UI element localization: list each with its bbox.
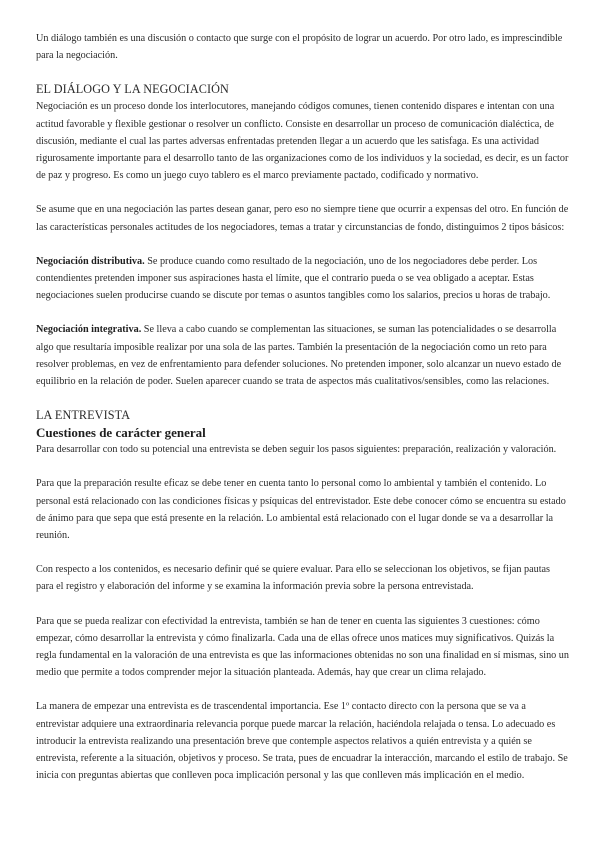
paragraph-preparacion: Para que la preparación resulte eficaz se debe tener en cuenta tanto lo personal como lo ambiental y también el contenido. Lo personal está relacionado con las condiciones físicas y psíquicas del entrevistador. Este debe conocer cómo se encuentra su estado de ánimo para que sepa que está presente en la relación. Lo ambiental está relacionado con el lugar donde se va a desarrollar la reunión. <box>36 478 566 542</box>
paragraph-negociacion-definicion: Negociación es un proceso donde los interlocutores, manejando códigos comunes, tienen contenido dispares e intentan con una actitud favorable y flexible gestionar o resolver un conflicto. Consiste en desarrollar un proceso de comunicación dialéctica, de discusión, mediante el cual las partes adversas enfrentadas pretenden llegar a un acuerdo que les satisfaga. Es una actividad rigurosamente importante para el desarrollo tanto de las organizaciones como de los individuos y la sociedad, es decir, es un factor de paz y progreso. Es como un juego cuyo tablero es el marco previamente pactado, codificado y normativo. <box>36 101 569 182</box>
term-integrativa: Negociación integrativa. <box>36 324 142 336</box>
document-page <box>36 30 570 785</box>
paragraph-pasos: Para desarrollar con todo su potencial una entrevista se deben seguir los pasos siguientes: preparación, realización y valoración. <box>36 444 557 456</box>
text-distributiva: Se produce cuando como resultado de la negociación, uno de los negociadores debe perder. Los contendientes pretenden imponer sus aspiraciones hasta el límite, que el contrario pueda o se vea obligado a aceptar. Estas negociaciones suelen producirse cuando se discute por temas o asuntos tangibles como los salarios, precios u horas de trabajo. <box>36 255 551 302</box>
paragraph-negociacion-integrativa <box>36 321 570 390</box>
subheading-cuestiones: Cuestiones de carácter general <box>36 425 206 441</box>
section-title-entrevista: LA ENTREVISTA <box>36 408 131 423</box>
intro-paragraph: Un diálogo también es una discusión o contacto que surge con el propósito de lograr un acuerdo. Por otro lado, es imprescindible para la negociación. <box>36 33 563 62</box>
section-title-dialogo: EL DIÁLOGO Y LA NEGOCIACIÓN <box>36 82 229 97</box>
paragraph-realizacion: Para que se pueda realizar con efectividad la entrevista, también se han de tener en cuenta las siguientes 3 cuestiones: cómo empezar, cómo desarrollar la entrevista y cómo finalizarla. Cada una de ellas ofrece unos matices muy significativos. Quizás la regla fundamental en la valoración de una entrevista es que las informaciones obtenidas no son una finalidad en sí mismas, sino un medio que permite a todos comprender mejor la situación planteada. Además, hay que crear un clima relajado. <box>36 615 569 679</box>
paragraph-negociacion-distributiva <box>36 253 570 305</box>
paragraph-empezar-entrevista: La manera de empezar una entrevista es de trascendental importancia. Ese 1º contacto directo con la persona que se va a entrevistar adquiere una extraordinaria relevancia porque puede marcar la relación, haciéndola relajada o tensa. Lo adecuado es introducir la entrevista realizando una presentación breve que contemple aspectos relativos a quién entrevista y a quién se entrevista, referente a la situación, objetivos y proceso. Se trata, pues de encuadrar la interacción, marcando el estilo de trabajo. Se inicia con preguntas abiertas que conlleven poca implicación personal y las que conlleven más implicación en el medio. <box>36 701 568 782</box>
paragraph-tipos-basicos: Se asume que en una negociación las partes desean ganar, pero eso no siempre tiene que ocurrir a expensas del otro. En función de las características personales actitudes de los negociadores, temas a tratar y circunstancias de fondo, distinguimos 2 tipos básicos: <box>36 204 569 233</box>
paragraph-contenidos: Con respecto a los contenidos, es necesario definir qué se quiere evaluar. Para ello se seleccionan los objetivos, se fijan pautas para el registro y elaboración del informe y se examina la información previa sobre la persona entrevistada. <box>36 564 551 593</box>
text-integrativa: Se lleva a cabo cuando se complementan las situaciones, se suman las potencialidades o se desarrolla algo que resultaría imposible realizar por una sola de las partes. También la presentación de la negociación como un reto para resolver problemas, en vez de enfrentamiento para defender soluciones. No pretenden imponer, solo alcanzar un nuevo estado de equilibrio en la relación de poder. Suelen aparecer cuando se trata de aspectos más cualitativos/sensibles, como las relaciones. <box>36 324 562 388</box>
term-distributiva: Negociación distributiva. <box>36 255 145 267</box>
